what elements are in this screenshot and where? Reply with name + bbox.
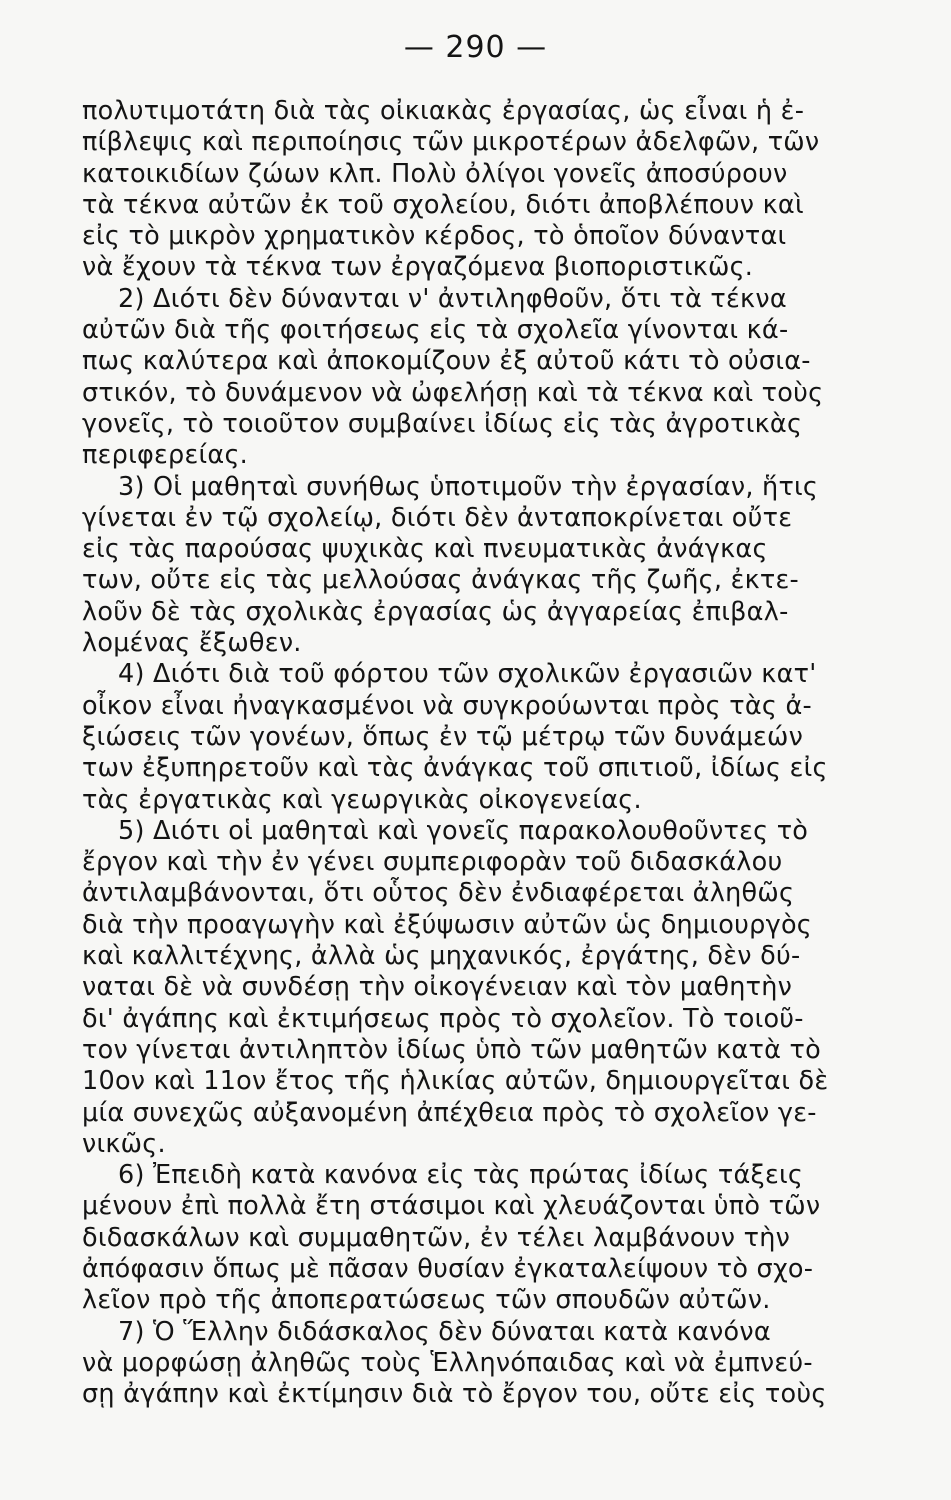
text-line: λοῦν δὲ τὰς σχολικὰς ἐργασίας ὡς ἀγγαρείας ἐπιβαλ- [82,596,789,627]
text-line: εἰς τὸ μικρὸν χρηματικὸν κέρδος, τὸ ὁποῖον δύνανται [82,221,787,252]
text-line: καὶ καλλιτέχνης, ἀλλὰ ὡς μηχανικός, ἐργάτης, δὲν δύ- [82,941,801,972]
text-line: ἀπόφασιν ὅπως μὲ πᾶσαν θυσίαν ἐγκαταλείψουν τὸ σχο- [82,1253,814,1284]
text-line: 3) Οἱ μαθηταὶ συνήθως ὑποτιμοῦν τὴν ἐργασίαν, ἥτις [118,471,819,502]
text-line: ξιώσεις τῶν γονέων, ὅπως ἐν τῷ μέτρῳ τῶν δυνάμεών [82,721,804,752]
page-number: — 290 — [403,30,548,65]
body-text [82,96,906,1410]
text-line: νὰ μορφώσῃ ἀληθῶς τοὺς Ἑλληνόπαιδας καὶ νὰ ἐμπνεύ- [82,1347,813,1378]
text-line: τὰ τέκνα αὐτῶν ἐκ τοῦ σχολείου, διότι ἀποβλέπουν καὶ [82,189,804,220]
text-line: 2) Διότι δὲν δύνανται ν' ἀντιληφθοῦν, ὅτι τὰ τέκνα [118,283,787,314]
text-line: ἀντιλαμβάνονται, ὅτι οὗτος δὲν ἐνδιαφέρεται ἀληθῶς [82,878,795,909]
text-line: 4) Διότι διὰ τοῦ φόρτου τῶν σχολικῶν ἐργασιῶν κατ' [118,659,817,690]
text-line: γονεῖς, τὸ τοιοῦτον συμβαίνει ἰδίως εἰς τὰς ἀγροτικὰς [82,408,803,439]
text-line: διὰ τὴν προαγωγὴν καὶ ἐξύψωσιν αὐτῶν ὡς δημιουργὸς [82,909,813,940]
text-line: διδασκάλων καὶ συμμαθητῶν, ἐν τέλει λαμβάνουν τὴν [82,1222,791,1253]
text-line: μένουν ἐπὶ πολλὰ ἔτη στάσιμοι καὶ χλευάζονται ὑπὸ τῶν [82,1191,821,1222]
text-line: τὰς ἐργατικὰς καὶ γεωργικὰς οἰκογενείας. [82,784,642,815]
text-line: περιφερείας. [82,440,249,471]
text-line: στικόν, τὸ δυνάμενον νὰ ὠφελήσῃ καὶ τὰ τέκνα καὶ τοὺς [82,377,824,408]
text-line: λεῖον πρὸ τῆς ἀποπερατώσεως τῶν σπουδῶν αὐτῶν. [82,1285,771,1316]
text-line: νικῶς. [82,1128,166,1159]
text-line: σῃ ἀγάπην καὶ ἐκτίμησιν διὰ τὸ ἔργον του, οὔτε εἰς τοὺς [82,1379,827,1410]
text-line: 6) Ἐπειδὴ κατὰ κανόνα εἰς τὰς πρώτας ἰδίως τάξεις [118,1160,804,1191]
text-line: 7) Ὁ Ἕλλην διδάσκαλος δὲν δύναται κατὰ κανόνα [118,1316,771,1347]
text-line: πολυτιμοτάτη διὰ τὰς οἰκιακὰς ἐργασίας, ὡς εἶναι ἡ ἐ- [82,96,805,126]
text-line: γίνεται ἐν τῷ σχολείῳ, διότι δὲν ἀνταποκρίνεται οὔτε [82,502,793,533]
text-line: κατοικιδίων ζώων κλπ. Πολὺ ὀλίγοι γονεῖς ἀποσύρουν [82,158,788,189]
text-line: τον γίνεται ἀντιληπτὸν ἰδίως ὑπὸ τῶν μαθητῶν κατὰ τὸ [82,1034,821,1065]
text-line: δι' ἀγάπης καὶ ἐκτιμήσεως πρὸς τὸ σχολεῖον. Τὸ τοιοῦ- [82,1003,804,1034]
text-line: ναται δὲ νὰ συνδέσῃ τὴν οἰκογένειαν καὶ τὸν μαθητὴν [82,972,793,1003]
text-line: αὐτῶν διὰ τῆς φοιτήσεως εἰς τὰ σχολεῖα γίνονται κά- [82,315,789,346]
text-line: μία συνεχῶς αὐξανομένη ἀπέχθεια πρὸς τὸ σχολεῖον γε- [82,1097,817,1128]
text-line: 10ον καὶ 11ον ἔτος τῆς ἡλικίας αὐτῶν, δημιουργεῖται δὲ [82,1066,829,1097]
text-line: νὰ ἔχουν τὰ τέκνα των ἐργαζόμενα βιοποριστικῶς. [82,252,754,283]
text-line: ἔργον καὶ τὴν ἐν γένει συμπεριφορὰν τοῦ διδασκάλου [82,847,783,878]
text-line: πίβλεψις καὶ περιποίησις τῶν μικροτέρων ἀδελφῶν, τῶν [82,127,820,158]
text-line: των, οὔτε εἰς τὰς μελλούσας ἀνάγκας τῆς ζωῆς, ἐκτε- [82,565,799,596]
text-line: πως καλύτερα καὶ ἀποκομίζουν ἐξ αὐτοῦ κάτι τὸ οὐσια- [82,346,811,377]
text-line: 5) Διότι οἱ μαθηταὶ καὶ γονεῖς παρακολουθοῦντες τὸ [118,815,809,846]
text-line: οἶκον εἶναι ἠναγκασμένοι νὰ συγκρούωνται πρὸς τὰς ἀ- [82,690,812,721]
text-line: των ἐξυπηρετοῦν καὶ τὰς ἀνάγκας τοῦ σπιτιοῦ, ἰδίως εἰς [82,753,828,784]
text-line: λομένας ἔξωθεν. [82,628,302,659]
text-line: εἰς τὰς παρούσας ψυχικὰς καὶ πνευματικὰς ἀνάγκας [82,534,768,565]
